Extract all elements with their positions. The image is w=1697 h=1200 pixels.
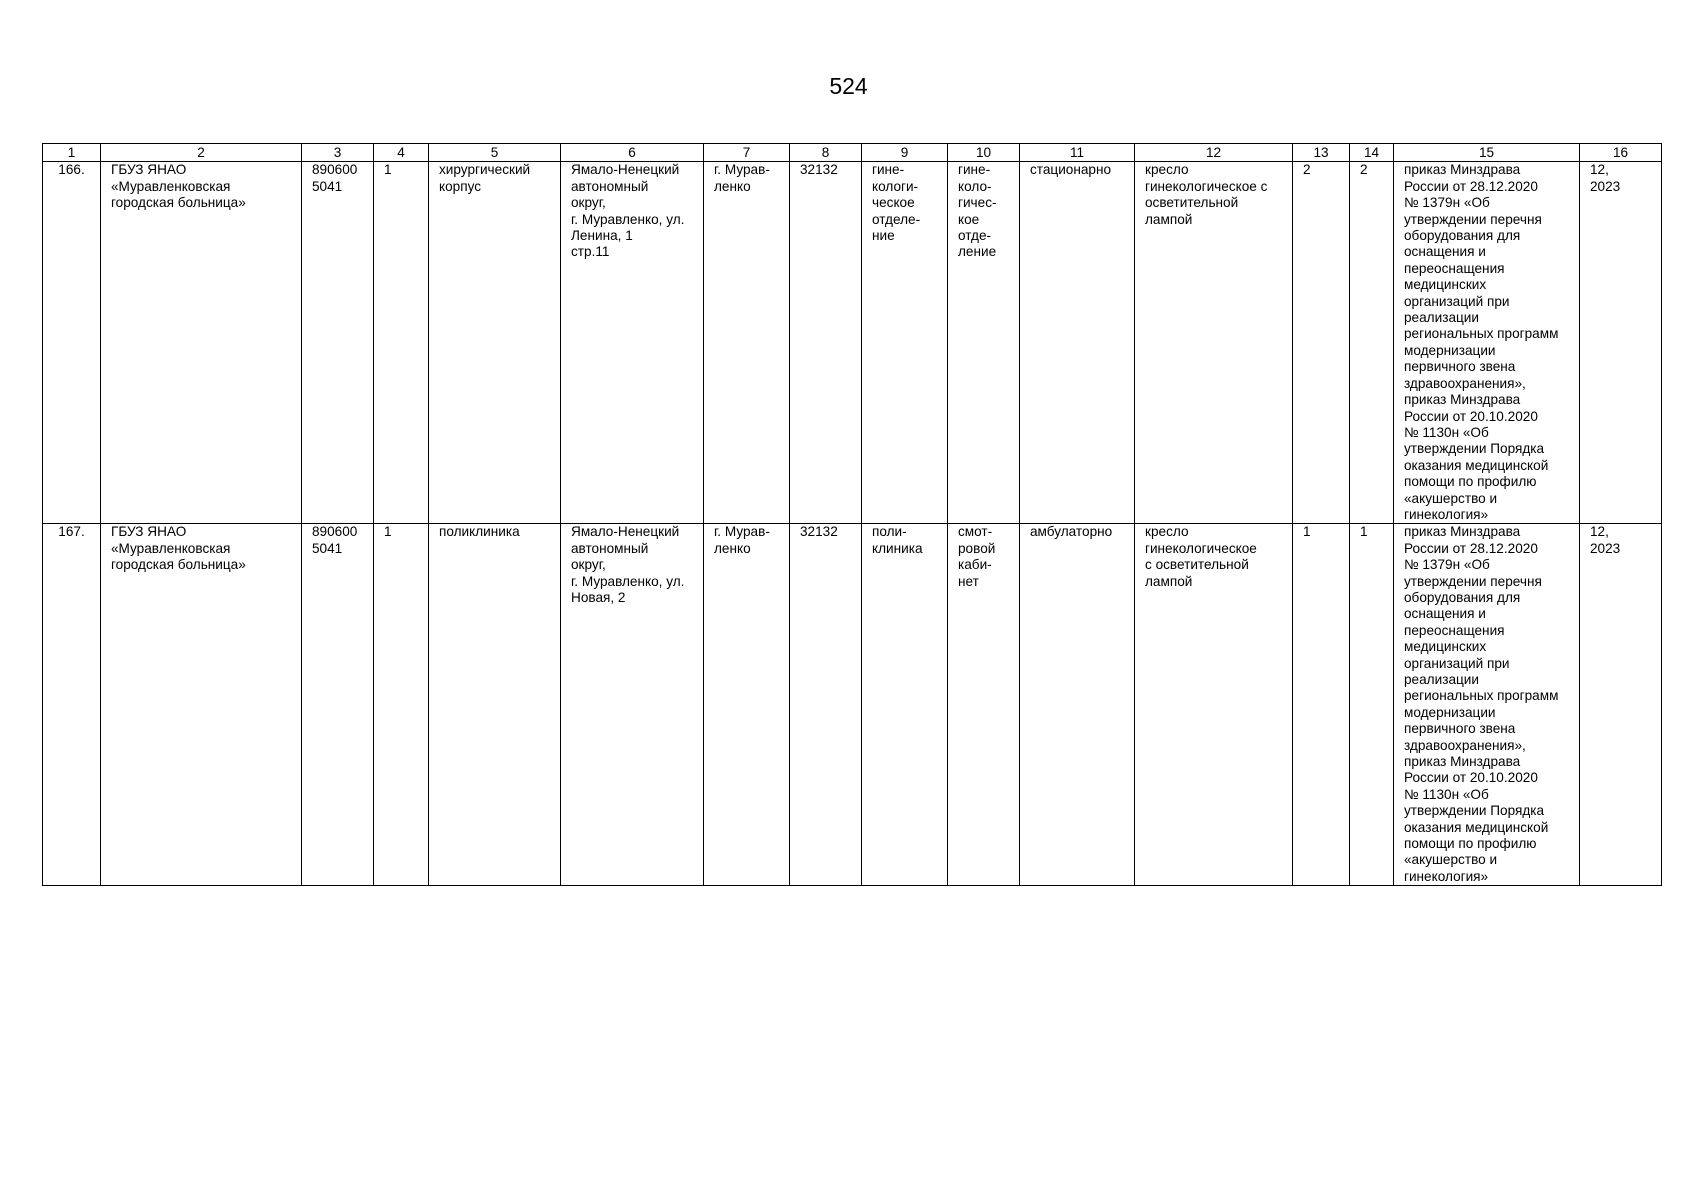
care-type-cell: [1020, 524, 1135, 886]
quantity-value: 1: [1360, 524, 1368, 540]
period-cell: [1580, 524, 1662, 886]
regulation-cell: [1394, 162, 1580, 524]
city-value: г. Мурав- ленко: [714, 162, 770, 194]
row-number-cell: [43, 162, 101, 524]
address-value: Ямало-Ненецкий автономный округ, г. Муравленко, ул. Ленина, 1 стр.11: [571, 162, 685, 260]
regulation-cell: [1394, 524, 1580, 886]
regulation-value: приказ Минздрава России от 28.12.2020 № 1379н «Об утверждении перечня оборудования для оснащения и переоснащения медицинских организаций при реализации региональных программ модернизации первичного звена здравоохранения», приказ Минздрава России от 20.10.2020 № 1130н «Об утверждении Порядка оказания медицинской помощи по профилю «акушерство и гинекология»: [1404, 524, 1559, 884]
equipment-cell: [1135, 524, 1293, 886]
oktmo-cell: [790, 524, 862, 886]
count-cell: [374, 524, 429, 886]
address-cell: [561, 524, 704, 886]
care-type-value: амбулаторно: [1030, 524, 1113, 540]
quantity-cell: [1293, 524, 1350, 886]
unit-cell: [948, 524, 1020, 886]
column-header: 12: [1135, 144, 1293, 162]
column-header: 10: [948, 144, 1020, 162]
quantity-value: 1: [1303, 524, 1311, 540]
period-value: 12, 2023: [1590, 162, 1621, 194]
city-cell: [704, 162, 790, 524]
period-value: 12, 2023: [1590, 524, 1621, 556]
quantity-cell: [1350, 162, 1394, 524]
building-cell: [429, 524, 561, 886]
row-number: 167.: [58, 524, 85, 540]
row-number-cell: [43, 524, 101, 886]
count-value: 1: [384, 162, 392, 178]
oktmo-cell: [790, 162, 862, 524]
address-value: Ямало-Ненецкий автономный округ, г. Муравленко, ул. Новая, 2: [571, 524, 685, 605]
equipment-table: [42, 143, 1662, 886]
unit-value: гине- коло- гичес- кое отде- ление: [958, 162, 997, 260]
column-header: 6: [561, 144, 704, 162]
code-value: 890600 5041: [312, 162, 358, 194]
oktmo-value: 32132: [800, 162, 838, 178]
organization-cell: [101, 524, 302, 886]
column-header: 16: [1580, 144, 1662, 162]
page-number: 524: [829, 73, 868, 99]
column-header: 11: [1020, 144, 1135, 162]
address-cell: [561, 162, 704, 524]
table-row: [43, 162, 1662, 524]
organization-name: ГБУЗ ЯНАО «Муравленковская городская больница»: [111, 524, 246, 573]
quantity-value: 2: [1303, 162, 1311, 178]
column-header: 9: [862, 144, 948, 162]
organization-name: ГБУЗ ЯНАО «Муравленковская городская больница»: [111, 162, 246, 211]
equipment-value: кресло гинекологическое с осветительной лампой: [1145, 524, 1257, 589]
equipment-cell: [1135, 162, 1293, 524]
column-header: 5: [429, 144, 561, 162]
code-cell: [302, 524, 374, 886]
organization-cell: [101, 162, 302, 524]
column-header: 8: [790, 144, 862, 162]
count-cell: [374, 162, 429, 524]
oktmo-value: 32132: [800, 524, 838, 540]
building-value: поликлиника: [439, 524, 520, 540]
regulation-value: приказ Минздрава России от 28.12.2020 № 1379н «Об утверждении перечня оборудования для оснащения и переоснащения медицинских организаций при реализации региональных программ модернизации первичного звена здравоохранения», приказ Минздрава России от 20.10.2020 № 1130н «Об утверждении Порядка оказания медицинской помощи по профилю «акушерство и гинекология»: [1404, 162, 1559, 522]
column-header: 4: [374, 144, 429, 162]
table-header-row: [43, 144, 1662, 162]
column-header: 7: [704, 144, 790, 162]
period-cell: [1580, 162, 1662, 524]
table-row: [43, 524, 1662, 886]
code-cell: [302, 162, 374, 524]
city-value: г. Мурав- ленко: [714, 524, 770, 556]
code-value: 890600 5041: [312, 524, 358, 556]
quantity-cell: [1293, 162, 1350, 524]
column-header: 2: [101, 144, 302, 162]
column-header: 14: [1350, 144, 1394, 162]
care-type-cell: [1020, 162, 1135, 524]
department-value: гине- кологи- ческое отделе- ние: [872, 162, 921, 244]
quantity-cell: [1350, 524, 1394, 886]
quantity-value: 2: [1360, 162, 1368, 178]
column-header: 1: [43, 144, 101, 162]
building-cell: [429, 162, 561, 524]
care-type-value: стационарно: [1030, 162, 1112, 178]
department-cell: [862, 524, 948, 886]
column-header: 15: [1394, 144, 1580, 162]
row-number: 166.: [58, 162, 85, 178]
city-cell: [704, 524, 790, 886]
building-value: хирургический корпус: [439, 162, 531, 194]
equipment-value: кресло гинекологическое с осветительной лампой: [1145, 162, 1268, 227]
column-header: 13: [1293, 144, 1350, 162]
department-cell: [862, 162, 948, 524]
unit-cell: [948, 162, 1020, 524]
unit-value: смот- ровой каби- нет: [958, 524, 996, 589]
department-value: поли- клиника: [872, 524, 923, 556]
count-value: 1: [384, 524, 392, 540]
column-header: 3: [302, 144, 374, 162]
